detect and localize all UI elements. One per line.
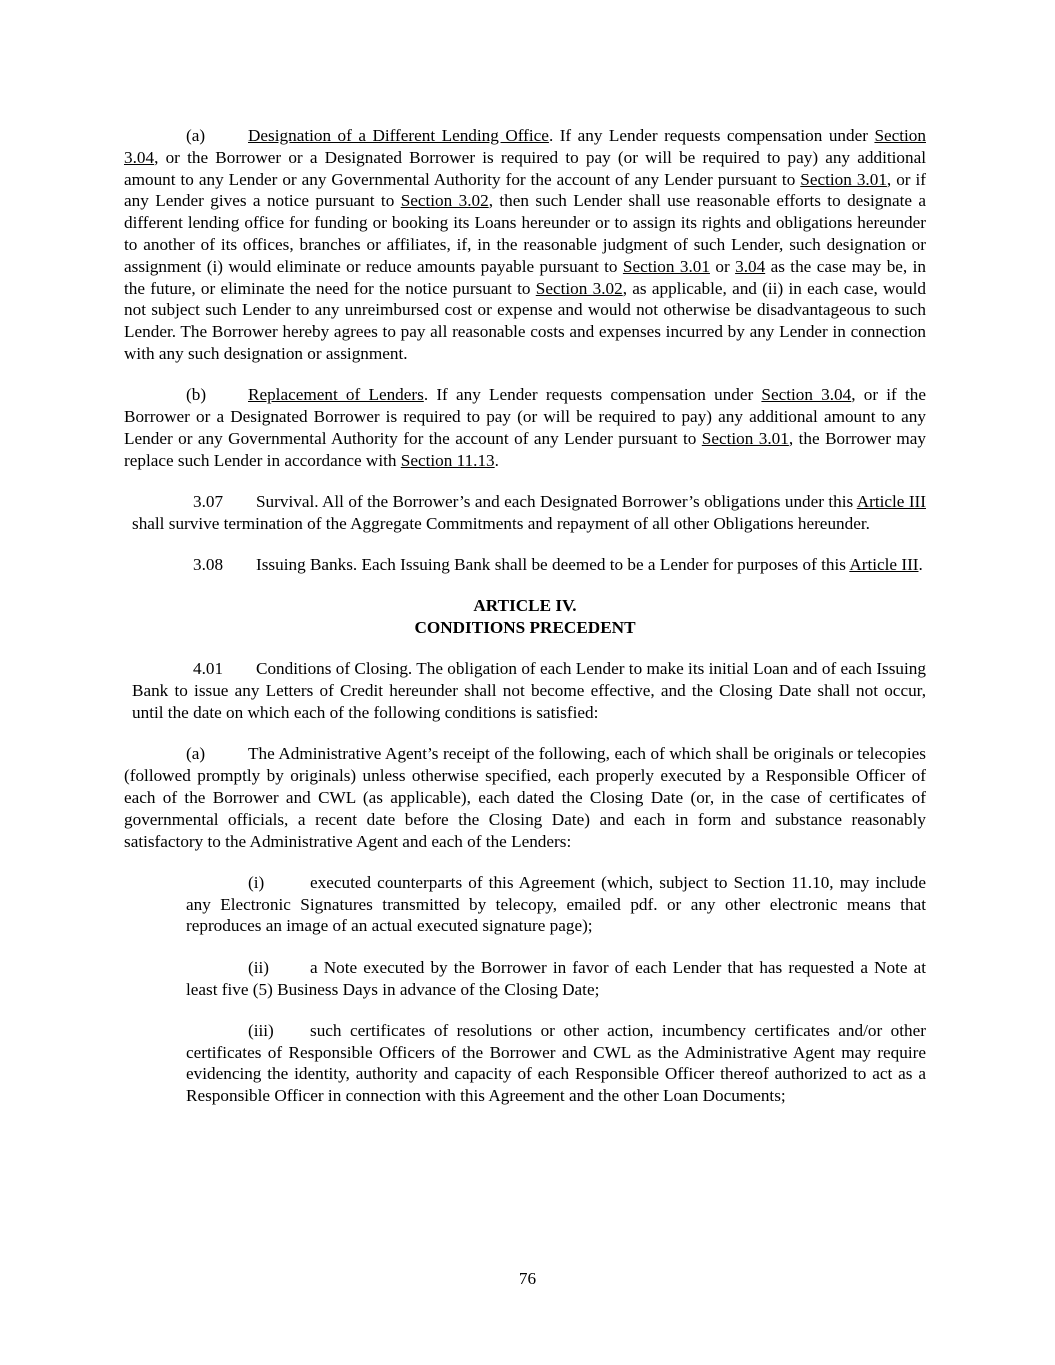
paragraph-label: (a) (186, 126, 206, 145)
document-body (124, 125, 926, 1126)
paragraph (132, 491, 926, 535)
paragraph (132, 658, 926, 723)
section-reference: Replacement of Lenders (248, 385, 424, 405)
text-segment: , then such Lender shall use reasonable efforts to designate a different lending office for funding or booking its Loans hereunder or to assign its rights and obligations hereunder to another of its offices, branches or affiliates, if, in the reasonable judgment of such Lender, such designation or assignment (i) would eliminate or reduce amounts payable pursuant to (124, 191, 926, 276)
text-segment: Issuing Banks. Each Issuing Bank shall be deemed to be a Lender for purposes of this (256, 555, 850, 575)
section-reference: Section 11.13 (400, 450, 495, 470)
paragraph-label: (i) (248, 872, 265, 892)
text-segment: . If any Lender requests compensation under (548, 126, 875, 145)
text-segment: such certificates of resolutions or other action, incumbency certificates and/or other certificates of Responsible Officers of the Borrower and CWL as the Administrative Agent may require evidencing the identity, authority and capacity of each Responsible Officer thereof authorized to act as a Responsible Officer in connection with this Agreement and the other Loan Documents; (186, 1020, 926, 1106)
text-segment: . If any Lender requests compensation under (423, 385, 762, 405)
section-reference: Designation of a Different Lending Office (248, 126, 549, 145)
paragraph-label: (iii) (248, 1020, 274, 1040)
section-reference: 3.04 (735, 256, 766, 276)
paragraph (124, 125, 926, 365)
text-segment: shall survive termination of the Aggregate Commitments and repayment of all other Obligations hereunder. (132, 513, 870, 533)
paragraph (132, 554, 926, 576)
text-segment: , or if the Borrower or a Designated Borrower is required to pay (or will be required to pay) any additional amount to any Lender or any Governmental Authority for the account of any Lender pursuant to (124, 385, 926, 448)
text-segment: The Administrative Agent’s receipt of the following, each of which shall be originals or telecopies (followed promptly by originals) unless otherwise specified, each properly executed by a Responsible Officer of each of the Borrower and CWL (as applicable), each dated the Closing Date (or, in the case of certificates of governmental officials, a recent date before the Closing Date) and each in form and substance reasonably satisfactory to the Administrative Agent and each of the Lenders: (124, 744, 926, 851)
paragraph (186, 872, 926, 937)
section-reference: Section 3.01 (800, 169, 887, 189)
text-segment: . (918, 555, 923, 575)
section-reference: Section 3.01 (701, 428, 789, 448)
text-segment: , or the Borrower or a Designated Borrower is required to pay (or will be required to pay) any additional amount to any Lender or any Governmental Authority for the account of any Lender pursuant to (124, 147, 926, 189)
paragraph-label: (ii) (248, 957, 269, 977)
text-segment: , the Borrower may replace such Lender in accordance with (124, 428, 926, 470)
section-reference: Section 3.02 (400, 191, 489, 211)
section-reference: Section 3.04 (761, 385, 852, 405)
article-heading (124, 595, 926, 639)
paragraph (186, 957, 926, 1001)
section-reference: Section 3.04 (124, 126, 926, 167)
text-segment: , as applicable, and (ii) in each case, would not subject such Lender to any unreimbursed cost or expense and would not otherwise be disadvantageous to such Lender. The Borrower hereby agrees to pay all reasonable costs and expenses incurred by any Lender in connection with any such designation or assignment. (124, 278, 926, 363)
paragraph-label: (a) (186, 744, 206, 764)
paragraph-label: 4.01 (193, 659, 224, 679)
section-reference: Section 3.02 (535, 278, 623, 298)
text-segment: . (494, 450, 499, 470)
text-segment: as the case may be, in the future, or eliminate the need for the notice pursuant to (124, 256, 926, 298)
section-reference: Section 3.01 (622, 256, 710, 276)
page-number: 76 (518, 1269, 537, 1288)
paragraph-label: 3.08 (193, 555, 224, 575)
heading-line: CONDITIONS PRECEDENT (414, 618, 636, 638)
section-reference: Article III (849, 555, 919, 575)
paragraph-label: 3.07 (193, 491, 224, 511)
heading-line: ARTICLE IV. (473, 596, 577, 616)
text-segment: Survival. All of the Borrower’s and each Designated Borrower’s obligations under this (256, 491, 857, 511)
paragraph (186, 1020, 926, 1107)
paragraph-label: (b) (186, 385, 207, 405)
paragraph (124, 384, 926, 471)
section-reference: Article III (856, 491, 926, 511)
text-segment: or (709, 256, 736, 276)
text-segment: executed counterparts of this Agreement (which, subject to Section 11.10, may include any Electronic Signatures transmitted by telecopy, emailed pdf. or any other electronic means that reproduces an image of an actual executed signature page); (186, 872, 926, 936)
text-segment: a Note executed by the Borrower in favor of each Lender that has requested a Note at least five (5) Business Days in advance of the Closing Date; (186, 957, 926, 999)
text-segment: , or if any Lender gives a notice pursuant to (124, 169, 926, 211)
text-segment: Conditions of Closing. The obligation of each Lender to make its initial Loan and of each Issuing Bank to issue any Letters of Credit hereunder shall not become effective, and the Closing Date shall not occur, until the date on which each of the following conditions is satisfied: (132, 659, 926, 723)
paragraph (124, 743, 926, 852)
